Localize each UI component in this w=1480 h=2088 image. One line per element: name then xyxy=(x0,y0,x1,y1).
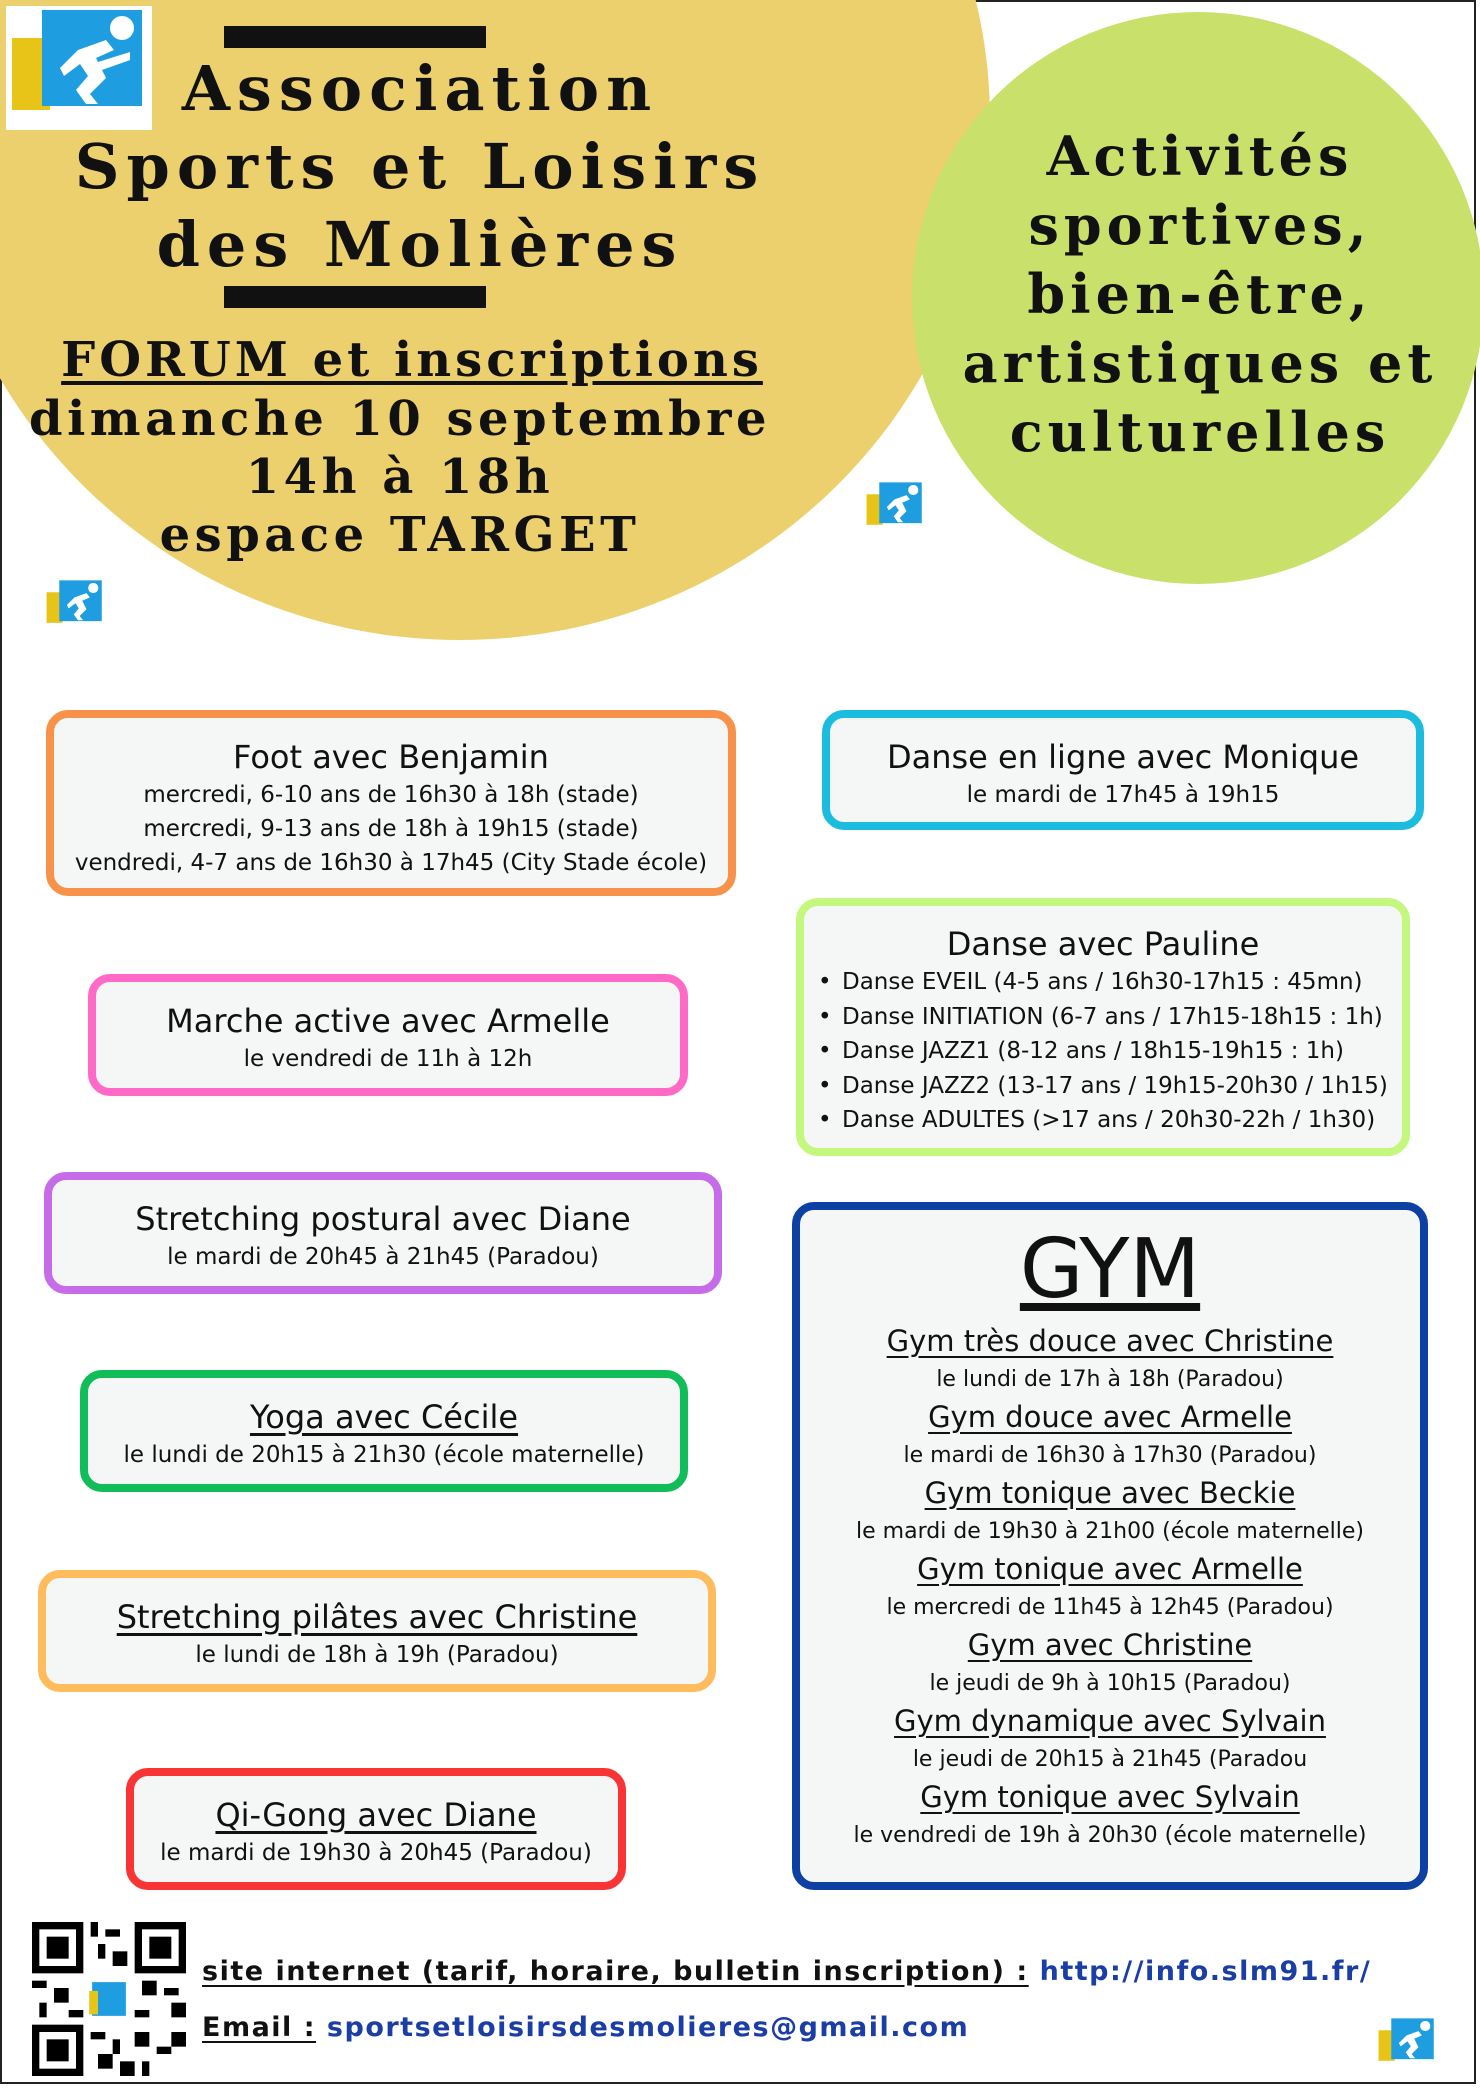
title-top-bar xyxy=(224,26,486,48)
activity-stretching-postural xyxy=(44,1172,722,1294)
activity-schedule: mercredi, 6-10 ans de 16h30 à 18h (stade) xyxy=(143,782,639,808)
website-row xyxy=(202,1956,1371,1987)
email-link[interactable]: sportsetloisirsdesmolieres@gmail.com xyxy=(326,2012,970,2043)
activity-schedule: le mardi de 20h45 à 21h45 (Paradou) xyxy=(167,1244,599,1270)
gym-item-title: Gym tonique avec Beckie xyxy=(924,1476,1296,1510)
activity-schedule: le lundi de 20h15 à 21h30 (école maternelle) xyxy=(123,1442,645,1468)
tagline-line: sportives, xyxy=(1028,193,1372,257)
activity-title: Yoga avec Cécile xyxy=(249,1398,519,1436)
tagline-line: bien-être, xyxy=(1027,262,1373,326)
gym-item-title: Gym avec Christine xyxy=(967,1628,1253,1662)
activity-title: Marche active avec Armelle xyxy=(166,1002,610,1040)
gym-item-schedule: le jeudi de 20h15 à 21h45 (Paradou xyxy=(912,1747,1308,1772)
activity-title: Danse avec Pauline xyxy=(946,925,1260,963)
activity-schedule: mercredi, 9-13 ans de 18h à 19h15 (stade) xyxy=(143,816,639,842)
tagline-line: artistiques et xyxy=(962,331,1438,395)
gym-item-schedule: le jeudi de 9h à 10h15 (Paradou) xyxy=(929,1671,1291,1696)
email-row xyxy=(202,2012,969,2043)
activity-qigong xyxy=(126,1768,626,1890)
event-date: dimanche 10 septembre xyxy=(29,391,771,447)
danse-list xyxy=(804,965,1402,1138)
activity-title: Stretching pilâtes avec Christine xyxy=(116,1598,638,1636)
activity-schedule: le mardi de 17h45 à 19h15 xyxy=(966,782,1280,808)
activity-marche xyxy=(88,974,688,1096)
tagline-line: Activités xyxy=(1046,124,1354,188)
tagline-line: culturelles xyxy=(1009,400,1391,464)
association-title xyxy=(40,50,800,284)
association-logo-small xyxy=(44,576,106,634)
gym-item-title: Gym tonique avec Sylvain xyxy=(920,1780,1300,1814)
gym-section xyxy=(792,1202,1428,1890)
gym-item-schedule: le mardi de 16h30 à 17h30 (Paradou) xyxy=(903,1443,1317,1468)
activity-schedule: le mardi de 19h30 à 20h45 (Paradou) xyxy=(160,1840,592,1866)
title-line: des Molières xyxy=(156,208,684,281)
activity-schedule: le vendredi de 11h à 12h xyxy=(243,1046,533,1072)
website-link[interactable]: http://info.slm91.fr/ xyxy=(1039,1956,1372,1987)
activity-title: Qi-Gong avec Diane xyxy=(215,1796,537,1834)
list-item: • Danse INITIATION (6-7 ans / 17h15-18h15 : 1h) xyxy=(818,1000,1402,1035)
gym-item-schedule: le lundi de 17h à 18h (Paradou) xyxy=(936,1367,1284,1392)
gym-item-schedule: le mercredi de 11h45 à 12h45 (Paradou) xyxy=(886,1595,1334,1620)
association-logo-small xyxy=(1376,2014,1438,2072)
activity-danse-pauline xyxy=(796,898,1410,1156)
activity-stretching-pilates xyxy=(38,1570,716,1692)
gym-item-title: Gym douce avec Armelle xyxy=(928,1400,1292,1434)
event-hours: 14h à 18h xyxy=(245,449,555,505)
activity-title: Foot avec Benjamin xyxy=(233,738,549,776)
activity-danse-en-ligne xyxy=(822,710,1424,830)
activity-schedule: vendredi, 4-7 ans de 16h30 à 17h45 (City Stade école) xyxy=(74,850,708,876)
gym-item-title: Gym très douce avec Christine xyxy=(886,1324,1334,1358)
gym-item-schedule: le vendredi de 19h à 20h30 (école maternelle) xyxy=(853,1823,1367,1848)
forum-heading: FORUM et inscriptions xyxy=(61,332,763,388)
title-line: Sports et Loisirs xyxy=(74,130,766,203)
list-item: • Danse EVEIL (4-5 ans / 16h30-17h15 : 45mn) xyxy=(818,965,1402,1000)
gym-item-schedule: le mardi de 19h30 à 21h00 (école maternelle) xyxy=(856,1519,1364,1544)
list-item: • Danse ADULTES (>17 ans / 20h30-22h / 1h30) xyxy=(818,1103,1402,1138)
event-place: espace TARGET xyxy=(159,507,641,563)
activity-title: Stretching postural avec Diane xyxy=(135,1200,631,1238)
activity-yoga xyxy=(80,1370,688,1492)
activity-title: Danse en ligne avec Monique xyxy=(886,738,1360,776)
gym-item-title: Gym dynamique avec Sylvain xyxy=(894,1704,1326,1738)
list-item: • Danse JAZZ2 (13-17 ans / 19h15-20h30 / 1h15) xyxy=(818,1069,1402,1104)
gym-item-title: Gym tonique avec Armelle xyxy=(917,1552,1303,1586)
title-bottom-bar xyxy=(224,286,486,308)
website-label: site internet (tarif, horaire, bulletin inscription) : xyxy=(202,1956,1029,1987)
activity-schedule: le lundi de 18h à 19h (Paradou) xyxy=(195,1642,559,1668)
qr-code[interactable] xyxy=(32,1922,186,2076)
email-label: Email : xyxy=(202,2012,317,2043)
activity-foot xyxy=(46,710,736,896)
list-item: • Danse JAZZ1 (8-12 ans / 18h15-19h15 : 1h) xyxy=(818,1034,1402,1069)
tagline xyxy=(920,122,1480,467)
association-logo-small xyxy=(864,478,926,536)
title-line: Association xyxy=(181,52,659,125)
gym-heading: GYM xyxy=(1019,1222,1201,1317)
